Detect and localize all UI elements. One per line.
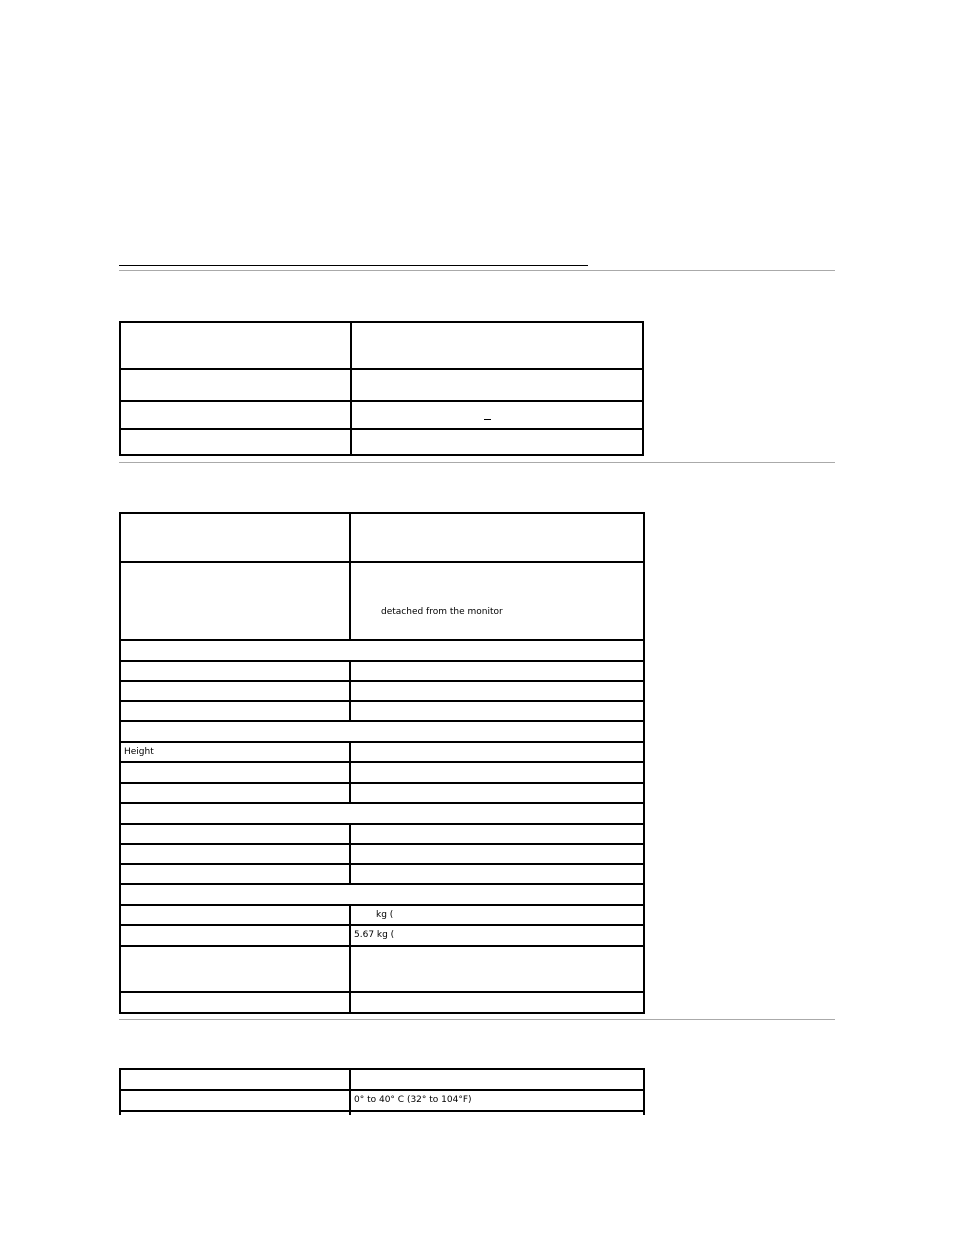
spec-value-cell	[350, 824, 644, 844]
height-label: Height	[120, 742, 350, 762]
table-row	[120, 992, 644, 1013]
spec-value-cell	[350, 513, 644, 562]
table-row	[120, 562, 644, 640]
table-row	[120, 640, 644, 661]
spec-value-cell	[350, 742, 644, 762]
table-row	[120, 681, 644, 701]
table-row	[120, 369, 643, 401]
spec-label-cell	[120, 1069, 350, 1090]
spec-table-3	[119, 1068, 645, 1115]
underscore-mark	[484, 419, 491, 420]
weight-value-1: kg (	[350, 905, 644, 925]
spec-table-1	[119, 321, 644, 456]
spec-label-cell	[120, 992, 350, 1013]
spec-label-cell	[120, 681, 350, 701]
table-row	[120, 946, 644, 992]
spec-label-cell	[120, 925, 350, 946]
spec-value-cell	[350, 992, 644, 1013]
table-row	[120, 1069, 644, 1090]
spec-label-cell	[120, 762, 350, 783]
spec-value-cell	[350, 1111, 644, 1115]
spec-value-cell	[350, 701, 644, 721]
table-row	[120, 429, 643, 455]
spec-label-cell	[120, 401, 351, 429]
table-row	[120, 661, 644, 681]
spec-label-cell	[120, 946, 350, 992]
spec-label-cell	[120, 661, 350, 681]
table-row	[120, 864, 644, 884]
subsection-header-cell	[120, 640, 644, 661]
top-rule	[119, 265, 588, 266]
spec-label-cell	[120, 824, 350, 844]
table-row	[120, 401, 643, 429]
spec-label-cell	[120, 701, 350, 721]
table-row	[120, 844, 644, 864]
spec-value-cell	[350, 844, 644, 864]
table-row	[120, 742, 644, 762]
spec-label-cell	[120, 369, 351, 401]
spec-value-cell	[351, 429, 643, 455]
environmental-table-clip	[0, 1068, 954, 1115]
spec-label-cell	[120, 844, 350, 864]
spec-value-cell	[350, 762, 644, 783]
spec-value-cell	[351, 322, 643, 369]
table-row	[120, 721, 644, 742]
weight-value-2: 5.67 kg (	[350, 925, 644, 946]
spec-label-cell	[120, 905, 350, 925]
table-row	[120, 701, 644, 721]
spec-label-cell	[120, 322, 351, 369]
spec-label-cell	[120, 783, 350, 803]
spec-value-cell	[350, 783, 644, 803]
table-row	[120, 884, 644, 905]
spec-table-2	[119, 512, 645, 1014]
operating-temperature-value: 0° to 40° C (32° to 104°F)	[350, 1090, 644, 1111]
subsection-header-cell	[120, 803, 644, 824]
section-divider	[119, 462, 835, 463]
table-row	[120, 824, 644, 844]
table-row	[120, 783, 644, 803]
table-row	[120, 322, 643, 369]
subsection-header-cell	[120, 884, 644, 905]
table-row	[120, 803, 644, 824]
subsection-header-cell	[120, 721, 644, 742]
section-divider	[119, 1019, 835, 1020]
stand-detached-note: detached from the monitor	[350, 562, 644, 640]
spec-value-cell	[350, 864, 644, 884]
spec-value-cell	[350, 946, 644, 992]
spec-label-cell	[120, 513, 350, 562]
table-row	[120, 1090, 644, 1111]
table-row	[120, 762, 644, 783]
table-row	[120, 1111, 644, 1115]
table-row	[120, 513, 644, 562]
spec-value-cell	[350, 1069, 644, 1090]
table-row	[120, 905, 644, 925]
spec-value-cell	[350, 661, 644, 681]
table-row	[120, 925, 644, 946]
spec-label-cell	[120, 1111, 350, 1115]
spec-label-cell	[120, 864, 350, 884]
spec-value-cell	[350, 681, 644, 701]
spec-label-cell	[120, 562, 350, 640]
section-divider	[119, 270, 835, 271]
spec-label-cell	[120, 1090, 350, 1111]
spec-value-cell	[351, 401, 643, 429]
spec-label-cell	[120, 429, 351, 455]
spec-value-cell	[351, 369, 643, 401]
